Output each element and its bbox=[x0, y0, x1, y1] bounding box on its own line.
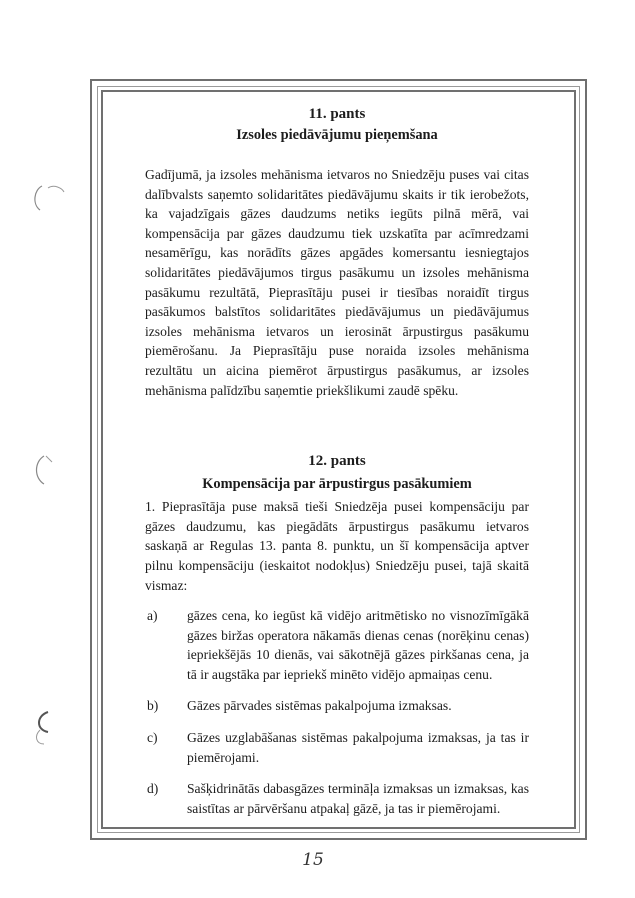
list-item bbox=[145, 728, 529, 767]
list-marker: a) bbox=[147, 608, 158, 624]
list-item bbox=[145, 606, 529, 684]
list-marker: d) bbox=[147, 781, 159, 797]
document-content bbox=[145, 104, 529, 830]
punch-hole-mark-icon bbox=[28, 182, 68, 214]
list-item-text: Sašķidrinātās dabasgāzes termināļa izmaksas un izmaksas, kas saistītas ar pārvēršanu atpakaļ gāzē, ja tas ir piemērojami. bbox=[187, 781, 529, 816]
list-item-text: Gāzes uzglabāšanas sistēmas pakalpojuma izmaksas, ja tas ir piemērojami. bbox=[187, 730, 529, 765]
list-marker: b) bbox=[147, 698, 159, 714]
punch-hole-mark-icon bbox=[28, 708, 58, 746]
list-item bbox=[145, 696, 529, 716]
article-12-intro: 1. Pieprasītāja puse maksā tieši Sniedzēja pusei kompensāciju par gāzes daudzumu, kas piegādāts ārpustirgus pasākumu ietvaros saskaņā ar Regulas 13. panta 8. punktu, un šī kompensācija aptver pilnu kompensāciju (ieskaitot nodokļus) Sniedzēju pusei, tajā skaitā vismaz: bbox=[145, 499, 529, 593]
punch-hole-mark-icon bbox=[30, 452, 60, 488]
compensation-list bbox=[145, 606, 529, 818]
list-item-text: Gāzes pārvades sistēmas pakalpojuma izmaksas. bbox=[187, 698, 452, 714]
list-item bbox=[145, 779, 529, 818]
article-12-title: Kompensācija par ārpustirgus pasākumiem bbox=[202, 476, 472, 493]
list-marker: c) bbox=[147, 730, 158, 746]
page-number: 15 bbox=[302, 850, 324, 870]
article-11-title: Izsoles piedāvājumu pieņemšana bbox=[236, 127, 438, 143]
article-11-body: Gadījumā, ja izsoles mehānisma ietvaros no Sniedzēju puses vai citas dalībvalsts saņemto solidaritātes piedāvājumu skaits ir tik ierobežots, ka vajadzīgais gāzes daudzums netiks iegūts pilnā mērā, vai kompensācija par gāzes daudzumu tiek uzskatīta par acīmredzami nesamērīgu, kas norādīts gāzes apgādes komersantu iesniegtajos solidaritātes piedāvājumos tirgus pasākumu un izsoles mehānisma pasākumu rezultātā, Pieprasītāju pusei ir tiesības noraidīt tirgus pasākumos balstītos solidaritātes piedāvājumus un piedāvājumus izsoles mehānisma ietvaros un ierosināt ārpustirgus pasākumu piemērošanu. Ja Pieprasītāju puse noraida izsoles mehānisma rezultātu un aicina piemērot ārpustirgus pasākumus, ar izsoles mehānisma palīdzību saņemtie priekšlikumi zaudē spēku. bbox=[145, 167, 529, 398]
article-12-number: 12. pants bbox=[308, 453, 366, 470]
article-11-number: 11. pants bbox=[308, 106, 366, 122]
list-item-text: gāzes cena, ko iegūst kā vidējo aritmētisko no visnozīmīgākā gāzes biržas operatora nākamās dienas cenas (norēķinu cenas) iepriekšējās 10 dienās, vai sākotnējā gāzes pirkšanas cena, ja tā ir augstāka par iepriekš minēto vidējo apmaiņas cenu. bbox=[187, 608, 529, 682]
